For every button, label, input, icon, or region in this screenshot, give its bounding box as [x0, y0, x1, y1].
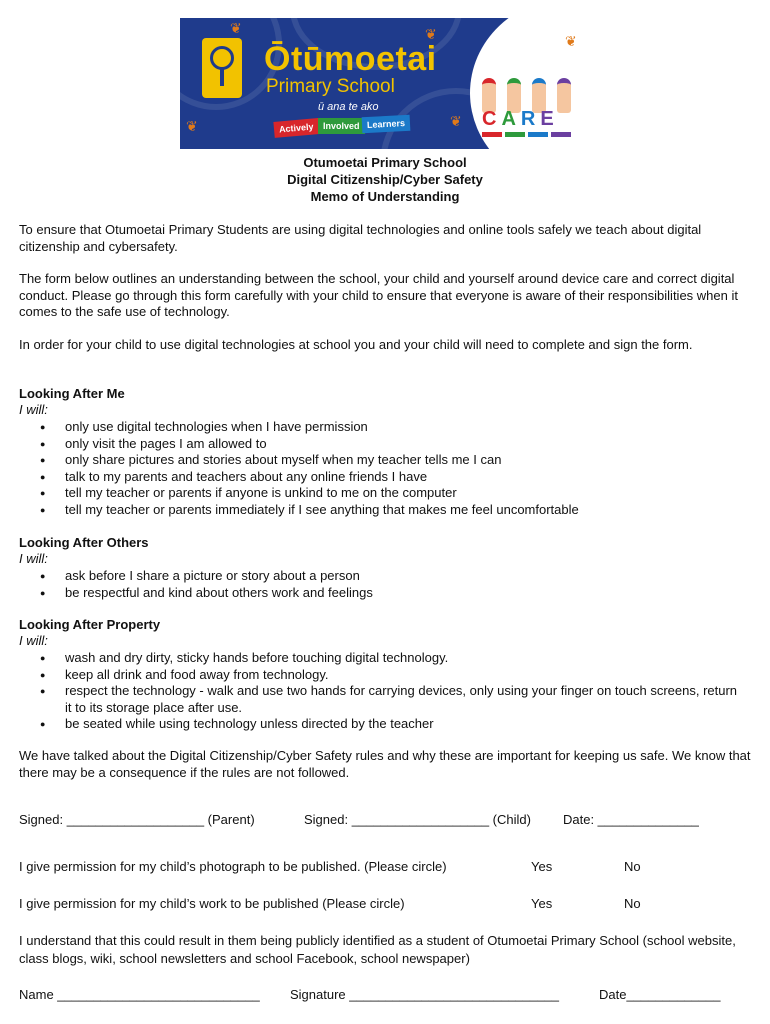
- final-date-field[interactable]: Date_____________: [599, 987, 721, 1002]
- care-letter-a: A: [501, 108, 521, 130]
- intro-paragraph-1: To ensure that Otumoetai Primary Students are using digital technologies and online tools safely we teach about digital citizenship and cybersafety.: [19, 222, 702, 254]
- section-title-others: Looking After Others: [19, 535, 149, 550]
- tag-learners: Learners: [362, 115, 411, 133]
- section-iwill-me: I will:: [19, 402, 48, 417]
- list-item: ● be respectful and kind about others work and feelings: [19, 585, 739, 602]
- list-item: ● only use digital technologies when I have permission: [19, 419, 739, 436]
- heading-digital-citizenship: Digital Citizenship/Cyber Safety: [287, 172, 483, 187]
- list-looking-after-property: [19, 650, 739, 733]
- tag-involved: Involved: [318, 118, 365, 134]
- care-letters: [482, 108, 559, 131]
- banner-school-sub: Primary School: [266, 76, 395, 97]
- intro-paragraph-3: In order for your child to use digital technologies at school you and your child will need to complete and sign the form.: [19, 337, 693, 352]
- list-item: ● wash and dry dirty, sticky hands before touching digital technology.: [19, 650, 739, 667]
- signed-parent-field[interactable]: Signed: ___________________ (Parent): [19, 812, 255, 827]
- list-looking-after-me: [19, 419, 739, 518]
- date-field[interactable]: Date: ______________: [563, 812, 699, 827]
- permission-photo-no[interactable]: No: [624, 859, 641, 874]
- list-item: ● respect the technology - walk and use two hands for carrying devices, only using your finger on touch screens, return it to its storage place after use.: [19, 683, 739, 716]
- closing-paragraph: We have talked about the Digital Citizenship/Cyber Safety rules and why these are important for keeping us safe. We know that there may be a consequence if the rules are not followed.: [19, 748, 751, 780]
- tag-actively: Actively: [273, 118, 319, 138]
- signature-field[interactable]: Signature _____________________________: [290, 987, 559, 1002]
- school-logo-icon: [202, 38, 242, 98]
- leaf-icon: ❦: [425, 26, 437, 42]
- school-banner: [180, 18, 589, 149]
- section-title-me: Looking After Me: [19, 386, 125, 401]
- intro-paragraph-2: The form below outlines an understanding between the school, your child and yourself around device care and correct digital conduct. Please go through this form carefully with your child to ensure that everyone is aware of their responsibilities when it comes to the safe use of technology.: [19, 271, 738, 319]
- list-item: ● keep all drink and food away from technology.: [19, 667, 739, 684]
- list-item: ● talk to my parents and teachers about any online friends I have: [19, 469, 739, 486]
- permission-photo-yes[interactable]: Yes: [531, 859, 553, 874]
- care-letter-c: C: [482, 108, 502, 130]
- leaf-icon: ❦: [186, 118, 198, 134]
- section-iwill-property: I will:: [19, 633, 48, 648]
- list-item: ● be seated while using technology unless directed by the teacher: [19, 716, 739, 733]
- section-iwill-others: I will:: [19, 551, 48, 566]
- permission-photo-text: I give permission for my child’s photograph to be published. (Please circle): [19, 859, 447, 874]
- leaf-icon: ❦: [230, 20, 242, 36]
- section-title-property: Looking After Property: [19, 617, 161, 632]
- leaf-icon: ❦: [565, 33, 577, 49]
- care-logo: [480, 78, 580, 143]
- banner-motto: ū ana te ako: [318, 101, 379, 113]
- heading-memo: Memo of Understanding: [310, 189, 460, 204]
- care-letter-r: R: [520, 108, 541, 130]
- permission-work-yes[interactable]: Yes: [531, 896, 553, 911]
- list-item: ● tell my teacher or parents if anyone is unkind to me on the computer: [19, 485, 739, 502]
- list-item: ● ask before I share a picture or story about a person: [19, 568, 739, 585]
- list-item: ● only visit the pages I am allowed to: [19, 436, 739, 453]
- permission-work-no[interactable]: No: [624, 896, 641, 911]
- signed-child-field[interactable]: Signed: ___________________ (Child): [304, 812, 531, 827]
- permission-work-text: I give permission for my child’s work to be published (Please circle): [19, 896, 405, 911]
- care-letter-e: E: [540, 108, 559, 130]
- leaf-icon: ❦: [450, 113, 462, 129]
- banner-school-name: Ōtūmoetai: [264, 40, 437, 78]
- name-field[interactable]: Name ____________________________: [19, 987, 260, 1002]
- list-item: ● only share pictures and stories about myself when my teacher tells me I can: [19, 452, 739, 469]
- list-looking-after-others: [19, 568, 739, 601]
- understand-paragraph: I understand that this could result in them being publicly identified as a student of Otumoetai Primary School (school website, class blogs, wiki, school newsletters and school Facebook, school newspaper): [19, 933, 736, 966]
- heading-school: Otumoetai Primary School: [303, 155, 467, 170]
- list-item: ● tell my teacher or parents immediately if I see anything that makes me feel uncomfortable: [19, 502, 739, 519]
